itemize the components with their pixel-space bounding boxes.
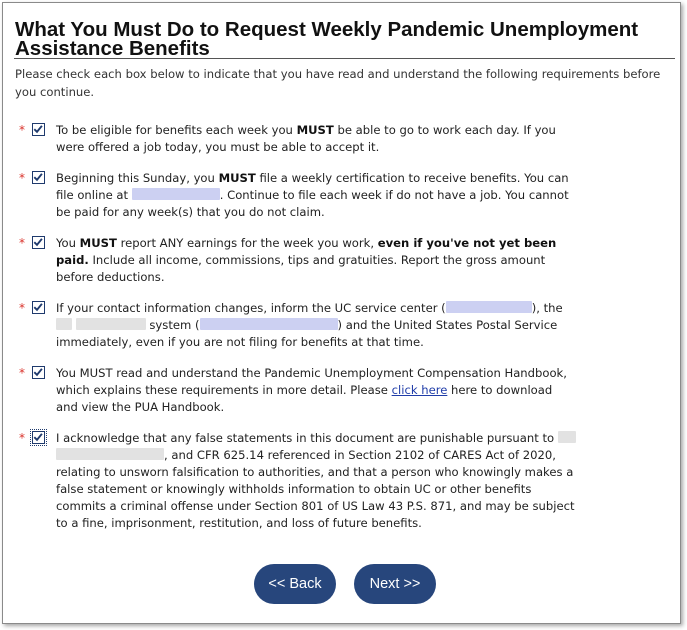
redacted-phone <box>446 301 532 313</box>
redacted-text <box>76 318 146 330</box>
requirement-text <box>56 235 576 286</box>
checkmark-icon <box>33 367 43 377</box>
required-asterisk: * <box>19 236 25 250</box>
checkmark-icon <box>33 172 43 182</box>
requirement-checkbox[interactable] <box>32 431 45 444</box>
next-button[interactable]: Next >> <box>354 564 436 604</box>
text-segment: report ANY earnings for the week you work, <box>116 236 378 250</box>
requirement-checkbox[interactable] <box>32 301 45 314</box>
title-divider <box>14 58 675 59</box>
checkmark-icon <box>33 432 43 442</box>
redacted-text <box>56 448 164 460</box>
redacted-url <box>200 318 338 330</box>
text-segment: ) and the United States Postal Service immediately, even if you are not filing for benefits at that time. <box>56 318 558 349</box>
checkmark-icon <box>33 302 43 312</box>
redacted-url <box>132 188 220 200</box>
requirement-text <box>56 430 576 532</box>
requirement-checkbox[interactable] <box>32 123 45 136</box>
required-asterisk: * <box>19 171 25 185</box>
text-segment: file a weekly certification to receive benefits. You can file online at <box>56 171 569 202</box>
text-segment: If your contact information changes, inform the UC service center ( <box>56 301 446 315</box>
requirement-text <box>56 170 576 221</box>
required-asterisk: * <box>19 123 25 137</box>
page-title: What You Must Do to Request Weekly Pandemic Unemployment Assistance Benefits <box>15 18 639 60</box>
requirement-text <box>56 122 576 156</box>
text-segment: be able to go to work each day. If you were offered a job today, you must be able to accept it. <box>56 123 556 154</box>
requirement-text <box>56 300 576 351</box>
text-segment: ), the <box>531 301 563 315</box>
requirement-checkbox[interactable] <box>32 236 45 249</box>
text-segment: Beginning this Sunday, you <box>56 171 219 185</box>
checkmark-icon <box>33 124 43 134</box>
text-segment: Include all income, commissions, tips and gratuities. Report the gross amount before deductions. <box>56 253 546 284</box>
text-segment: To be eligible for benefits each week you <box>56 123 297 137</box>
back-button[interactable]: << Back <box>254 564 336 604</box>
text-segment: I acknowledge that any false statements in this document are punishable pursuant to <box>56 431 555 445</box>
text-segment: system ( <box>149 318 200 332</box>
text-segment: here to download and view the PUA Handbook. <box>56 383 553 414</box>
requirement-checkbox[interactable] <box>32 171 45 184</box>
required-asterisk: * <box>19 431 25 445</box>
checkmark-icon <box>33 237 43 247</box>
requirement-text <box>56 365 576 416</box>
required-asterisk: * <box>19 301 25 315</box>
handbook-link[interactable]: click here <box>391 383 448 397</box>
emphasis-text: even if you've not yet been paid. <box>56 236 557 267</box>
required-asterisk: * <box>19 366 25 380</box>
text-segment: You MUST read and understand the Pandemic Unemployment Compensation Handbook, which explains these requirements in more detail. Please <box>56 366 567 397</box>
text-segment: . Continue to file each week if do not have a job. You cannot be paid for any week(s) that you do not claim. <box>56 188 569 219</box>
text-segment: You <box>56 236 80 250</box>
emphasis-text: MUST <box>218 171 256 185</box>
redacted-text <box>558 431 576 443</box>
emphasis-text: MUST <box>79 236 117 250</box>
requirement-checkbox[interactable] <box>32 366 45 379</box>
redacted-text <box>56 318 72 330</box>
intro-text: Please check each box below to indicate that you have read and understand the following requirements before you continue. <box>15 67 661 99</box>
emphasis-text: MUST <box>296 123 334 137</box>
text-segment: , and CFR 625.14 referenced in Section 2102 of CARES Act of 2020, relating to unsworn falsification to authorities, and that a person who knowingly makes a false statement or knowingly withholds information to obtain UC or other benefits commits a criminal offense under Section 801 of US Law 43 P.S. 871, and may be subject to a fine, imprisonment, restitution, and loss of future benefits. <box>56 448 575 530</box>
